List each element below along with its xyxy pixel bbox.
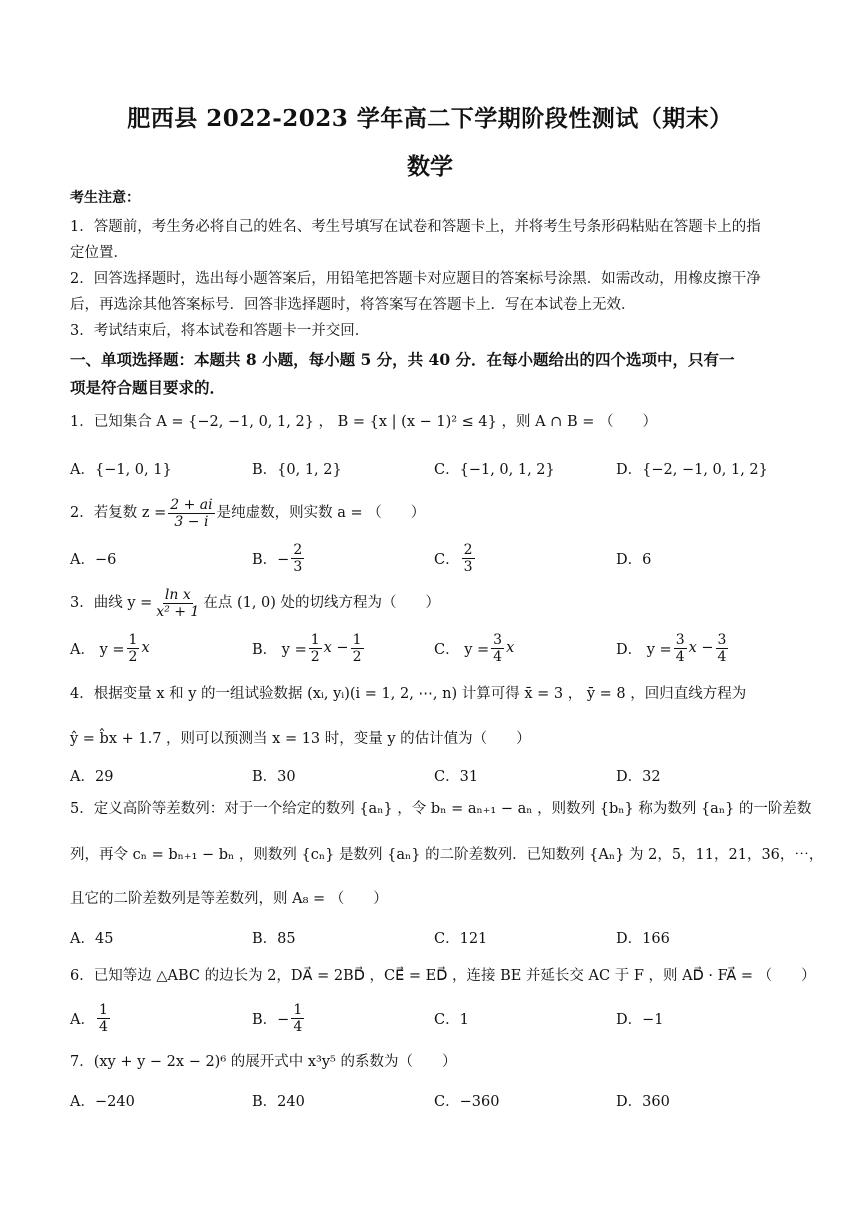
- fraction-numerator: 1: [310, 631, 320, 648]
- option-label: D． y =: [616, 641, 672, 658]
- option-b: B．{0, 1, 2}: [252, 461, 342, 478]
- question-2-fraction: [168, 497, 214, 530]
- fraction-numerator: 2 + ai: [170, 496, 213, 513]
- section-heading-cont: 项是符合题目要求的．: [70, 378, 226, 397]
- notice-item-2-cont: 后，再选涂其他答案标号．回答非选择题时，将答案写在答题卡上．写在本试卷上无效．: [70, 297, 636, 313]
- notice-item-2: 2．回答选择题时，选出每小题答案后，用铅笔把答题卡对应题目的答案标号涂黑．如需改动，用橡皮擦干净: [70, 271, 761, 287]
- fraction-numerator: 2: [463, 541, 473, 558]
- question-3-options: [70, 630, 795, 666]
- question-2-stem: [70, 494, 795, 532]
- option-d: D．−1: [616, 1011, 664, 1028]
- question-6-options: [70, 1000, 795, 1036]
- question-5-stem: 5．定义高阶等差数列：对于一个给定的数列 {aₙ} ，令 bₙ = aₙ₊₁ − aₙ ，则数列 {bₙ} 称为数列 {aₙ} 的一阶差数: [70, 801, 812, 817]
- option-fraction: [291, 542, 304, 575]
- fraction-denominator: 4: [675, 648, 685, 665]
- fraction-denominator: 3: [293, 558, 303, 575]
- fraction-numerator: 1: [352, 631, 362, 648]
- notice-item-1: 1．答题前，考生务必将自己的姓名、考生号填写在试卷和答题卡上，并将考生号条形码粘贴在答题卡上的指: [70, 219, 761, 235]
- option-c: C．121: [434, 930, 488, 947]
- option-d: D．32: [616, 768, 661, 785]
- question-4-options: [70, 757, 795, 793]
- notice-item-3: 3．考试结束后，将本试卷和答题卡一并交回．: [70, 323, 370, 339]
- fraction-numerator: 3: [717, 631, 727, 648]
- option-fraction: [309, 632, 322, 665]
- option-middle: x −: [323, 640, 349, 656]
- option-label: A． y =: [70, 641, 125, 658]
- question-2-text-post: 是纯虚数，则实数 a = （ ）: [216, 505, 426, 521]
- question-3-fraction: [154, 587, 201, 620]
- fraction-denominator: 4: [98, 1018, 108, 1035]
- option-fraction: [716, 632, 729, 665]
- option-a: A．−240: [70, 1093, 135, 1110]
- option-label: C．: [434, 551, 460, 568]
- option-a: A．{−1, 0, 1}: [70, 461, 172, 478]
- question-1-options: [70, 450, 795, 486]
- option-tail: x: [141, 640, 150, 656]
- option-d: D．360: [616, 1093, 670, 1110]
- fraction-numerator: 3: [675, 631, 685, 648]
- fraction-denominator: 3: [463, 558, 473, 575]
- fraction-denominator: 4: [493, 648, 503, 665]
- option-a: A．−6: [70, 551, 117, 568]
- option-fraction: [291, 1002, 304, 1035]
- question-5-stem-cont: 列，再令 cₙ = bₙ₊₁ − bₙ ，则数列 {cₙ} 是数列 {aₙ} 的二阶差数列．已知数列 {Aₙ} 为 2，5，11，21，36，⋯，: [70, 847, 824, 863]
- notice-heading: 考生注意：: [70, 190, 140, 206]
- option-d: D．166: [616, 930, 670, 947]
- option-d: [616, 630, 730, 666]
- fraction-denominator: 4: [717, 648, 727, 665]
- notice-item-1-cont: 定位置．: [70, 245, 128, 261]
- option-fraction: [674, 632, 687, 665]
- question-4-stem: 4．根据变量 x 和 y 的一组试验数据 (xᵢ, yᵢ)(i = 1, 2, ⋯, n) 计算可得 x̄ = 3 ， ȳ = 8 ，回归直线方程为: [70, 686, 747, 702]
- option-fraction: [462, 542, 475, 575]
- option-c: C．1: [434, 1011, 469, 1028]
- option-label: A．: [70, 1011, 95, 1028]
- question-2-options: [70, 540, 795, 576]
- fraction-denominator: 4: [293, 1018, 303, 1035]
- fraction-numerator: 3: [493, 631, 503, 648]
- question-5-stem-cont2: 且它的二阶差数列是等差数列，则 A₈ = （ ）: [70, 891, 388, 907]
- option-fraction: [491, 632, 504, 665]
- option-a: A．29: [70, 768, 114, 785]
- question-3-text-pre: 3．曲线 y =: [70, 595, 153, 611]
- fraction-denominator: 2: [128, 648, 138, 665]
- question-7-options: [70, 1082, 795, 1118]
- question-6-stem: 6．已知等边 △ABC 的边长为 2，DA⃗ = 2BD⃗ ，CE⃗ = ED⃗ ，连接 BE 并延长交 AC 于 F ，则 AD⃗ · FA⃗ = （ ）: [70, 968, 816, 984]
- fraction-denominator: 2: [310, 648, 320, 665]
- option-label: B． y =: [252, 641, 307, 658]
- fraction-denominator: 3 − i: [174, 513, 209, 530]
- option-d: D．{−2, −1, 0, 1, 2}: [616, 461, 768, 478]
- option-b: B．85: [252, 930, 296, 947]
- option-a: [70, 1000, 112, 1036]
- question-3-stem: [70, 584, 795, 622]
- option-c: C．−360: [434, 1093, 500, 1110]
- subject-title: 数学: [407, 153, 453, 180]
- fraction-numerator: ln x: [164, 586, 191, 603]
- option-label: B．−: [252, 1011, 290, 1028]
- fraction-numerator: 1: [293, 1001, 303, 1018]
- question-7-stem: 7．(xy + y − 2x − 2)⁶ 的展开式中 x³y⁵ 的系数为（ ）: [70, 1054, 457, 1070]
- option-a: A．45: [70, 930, 114, 947]
- question-3-text-post: 在点 (1, 0) 处的切线方程为（ ）: [203, 595, 441, 611]
- fraction-numerator: 1: [98, 1001, 108, 1018]
- option-c: C．{−1, 0, 1, 2}: [434, 461, 555, 478]
- option-c: C．31: [434, 768, 479, 785]
- question-4-stem-cont: ŷ = b̂x + 1.7 ，则可以预测当 x = 13 时，变量 y 的估计值为（ ）: [70, 731, 531, 747]
- option-a: [70, 630, 150, 666]
- option-b: B．30: [252, 768, 296, 785]
- option-fraction: [127, 632, 140, 665]
- question-2-text-pre: 2．若复数 z =: [70, 505, 167, 521]
- option-b: [252, 540, 306, 576]
- exam-title: 肥西县 2022-2023 学年高二下学期阶段性测试（期末）: [127, 105, 733, 132]
- section-heading: 一、单项选择题：本题共 8 小题，每小题 5 分，共 40 分．在每小题给出的四个选项中，只有一: [70, 350, 735, 369]
- option-fraction: [351, 632, 364, 665]
- option-b: [252, 630, 366, 666]
- question-1-stem: 1．已知集合 A = {−2, −1, 0, 1, 2} ， B = {x | (x − 1)² ≤ 4} ，则 A ∩ B = （ ）: [70, 414, 657, 430]
- option-b: [252, 1000, 306, 1036]
- fraction-numerator: 2: [293, 541, 303, 558]
- fraction-numerator: 1: [128, 631, 138, 648]
- option-c: [434, 630, 514, 666]
- fraction-denominator: x² + 1: [156, 603, 200, 620]
- option-label: B．−: [252, 551, 290, 568]
- option-middle: x −: [688, 640, 714, 656]
- option-d: D．6: [616, 551, 652, 568]
- question-5-options: [70, 919, 795, 955]
- option-label: C． y =: [434, 641, 490, 658]
- option-fraction: [97, 1002, 110, 1035]
- option-c: [434, 540, 477, 576]
- option-tail: x: [506, 640, 515, 656]
- option-b: B．240: [252, 1093, 305, 1110]
- fraction-denominator: 2: [352, 648, 362, 665]
